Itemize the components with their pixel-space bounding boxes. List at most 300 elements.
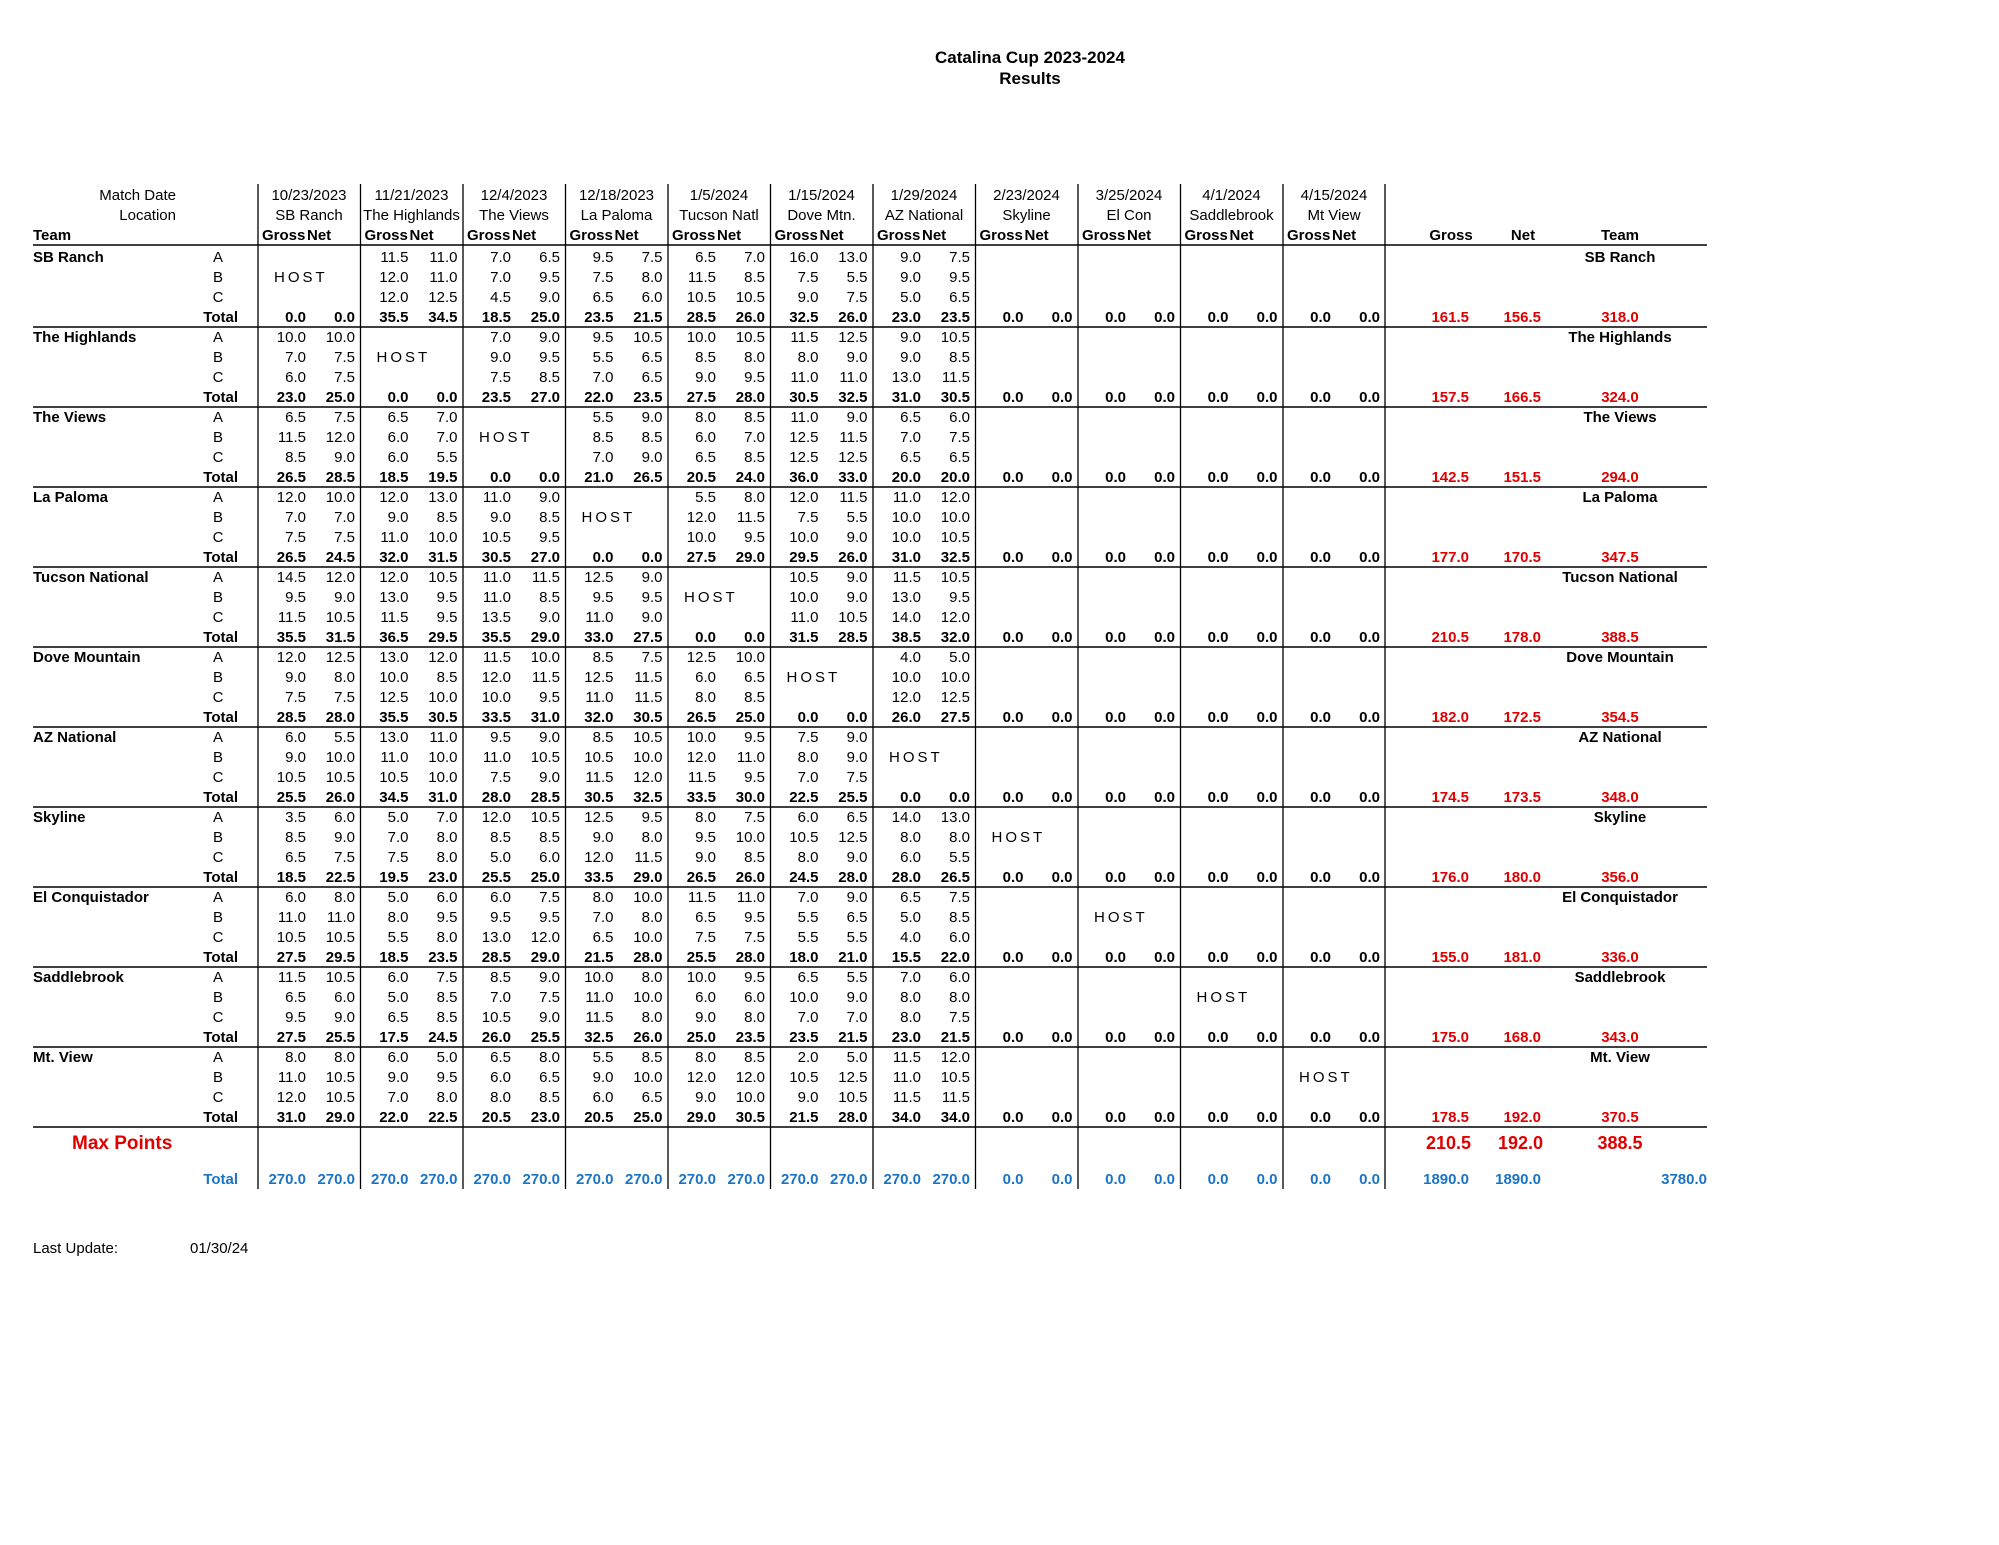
net-header: Net [1024, 227, 1049, 244]
gross-score: 10.5 [789, 1069, 819, 1086]
gross-score: 2.0 [797, 1049, 819, 1066]
net-score: 10.5 [428, 569, 458, 586]
net-score: 11.0 [429, 269, 458, 286]
gross-total: 0.0 [1310, 549, 1331, 566]
net-score: 11.5 [941, 1089, 970, 1106]
gross-total: 18.5 [379, 469, 409, 486]
gross-score: 6.0 [797, 809, 819, 826]
gross-total: 33.5 [686, 789, 716, 806]
gross-total: 22.0 [584, 389, 614, 406]
gross-score: 8.5 [592, 429, 614, 446]
net-score: 9.0 [539, 1009, 560, 1026]
grand-total-gross: 270.0 [268, 1171, 306, 1188]
net-score: 9.0 [846, 569, 868, 586]
gross-score: 11.5 [687, 269, 716, 286]
gross-total: 32.5 [789, 309, 819, 326]
gross-score: 6.5 [695, 909, 716, 926]
gross-total: 21.0 [584, 469, 614, 486]
net-score: 11.0 [736, 889, 765, 906]
gross-total: 0.0 [900, 789, 921, 806]
gross-score: 7.5 [695, 929, 716, 946]
gross-score: 5.0 [387, 889, 409, 906]
grand-total-gross: 0.0 [1105, 1171, 1126, 1188]
gross-score: 5.5 [592, 1049, 614, 1066]
flight-label: B [212, 269, 224, 286]
net-score: 5.5 [436, 449, 458, 466]
net-score: 6.0 [949, 929, 970, 946]
gross-score: 5.5 [695, 489, 716, 506]
net-score: 11.5 [839, 429, 868, 446]
gross-score: 9.0 [490, 509, 511, 526]
net-total: 31.0 [530, 709, 560, 726]
gross-score: 7.0 [900, 429, 921, 446]
flight-label: B [212, 589, 224, 606]
team-name: Mt. View [33, 1049, 93, 1066]
net-score: 10.0 [633, 1069, 663, 1086]
net-score: 7.0 [436, 409, 458, 426]
net-total: 24.0 [735, 469, 765, 486]
flight-label: A [212, 569, 224, 586]
net-total: 0.0 [949, 789, 970, 806]
net-total: 26.0 [325, 789, 355, 806]
flight-label: C [212, 609, 224, 626]
match-date: 1/29/2024 [890, 187, 958, 204]
net-score: 12.5 [838, 329, 868, 346]
gross-score: 7.5 [592, 269, 614, 286]
net-total: 30.5 [940, 389, 970, 406]
net-score: 9.0 [539, 609, 560, 626]
net-score: 6.0 [949, 409, 970, 426]
net-score: 12.5 [325, 649, 355, 666]
gross-score: 8.0 [695, 809, 716, 826]
net-total: 0.0 [1051, 309, 1073, 326]
gross-score: 9.0 [592, 1069, 614, 1086]
net-total: 28.0 [735, 949, 765, 966]
net-total: 0.0 [1256, 309, 1278, 326]
net-score: 9.0 [846, 729, 868, 746]
gross-total: 30.5 [481, 549, 511, 566]
net-score: 6.0 [949, 969, 970, 986]
gross-total: 28.5 [686, 309, 716, 326]
net-total: 23.5 [428, 949, 458, 966]
gross-total: 26.5 [276, 469, 306, 486]
gross-total: 0.0 [1002, 789, 1024, 806]
flight-label: B [212, 749, 224, 766]
gross-score: 6.0 [387, 429, 409, 446]
net-score: 10.5 [940, 329, 970, 346]
flight-label: C [212, 769, 224, 786]
match-location: Dove Mtn. [787, 207, 856, 224]
season-gross-total: 142.5 [1431, 469, 1469, 486]
gross-score: 11.0 [790, 609, 819, 626]
gross-score: 9.5 [592, 589, 614, 606]
gross-score: 10.0 [276, 329, 306, 346]
net-score: 8.0 [334, 669, 355, 686]
grand-total-gross: 270.0 [780, 1171, 819, 1188]
host-marker: HOST [889, 749, 943, 766]
max-points-team: 388.5 [1597, 1133, 1643, 1153]
flight-label: A [212, 329, 224, 346]
match-date: 2/23/2024 [993, 187, 1060, 204]
net-total: 31.5 [428, 549, 458, 566]
season-team-total: 343.0 [1601, 1029, 1639, 1046]
net-score: 11.0 [429, 249, 458, 266]
net-score: 8.5 [949, 349, 970, 366]
flight-label: C [212, 849, 224, 866]
gross-score: 5.5 [797, 909, 819, 926]
net-total: 0.0 [1359, 469, 1380, 486]
gross-header: Gross [774, 227, 818, 244]
gross-score: 10.5 [686, 289, 716, 306]
net-score: 8.5 [539, 589, 560, 606]
gross-score: 11.5 [687, 889, 716, 906]
net-score: 10.0 [325, 329, 355, 346]
gross-score: 7.0 [797, 889, 819, 906]
season-net-total: 178.0 [1503, 629, 1541, 646]
grand-total-gross: 0.0 [1310, 1171, 1331, 1188]
gross-total: 0.0 [1002, 869, 1024, 886]
net-header: Net [614, 227, 639, 244]
gross-score: 8.0 [900, 829, 921, 846]
net-score: 9.0 [539, 489, 560, 506]
net-total: 26.0 [838, 549, 868, 566]
net-total: 28.0 [838, 1109, 868, 1126]
net-score: 5.5 [846, 969, 868, 986]
net-total: 0.0 [1256, 789, 1278, 806]
net-score: 7.5 [334, 529, 355, 546]
gross-score: 5.0 [387, 809, 409, 826]
net-total: 21.5 [633, 309, 663, 326]
gross-total: 20.0 [891, 469, 921, 486]
net-total: 0.0 [1359, 389, 1380, 406]
net-total: 21.5 [940, 1029, 970, 1046]
net-score: 10.5 [325, 609, 355, 626]
location-label: Location [119, 207, 176, 224]
gross-score: 10.0 [686, 529, 716, 546]
gross-score: 10.5 [276, 929, 306, 946]
net-score: 8.5 [539, 509, 560, 526]
net-score: 12.0 [940, 609, 970, 626]
gross-total: 0.0 [1105, 949, 1126, 966]
flight-label: C [212, 929, 224, 946]
gross-total: 0.0 [1105, 1109, 1126, 1126]
team-name-right: Dove Mountain [1566, 649, 1674, 666]
net-total: 0.0 [1051, 1029, 1073, 1046]
gross-total: 0.0 [1207, 389, 1229, 406]
team-name-right: Skyline [1593, 809, 1647, 826]
gross-score: 4.5 [490, 289, 511, 306]
gross-score: 9.5 [592, 329, 614, 346]
gross-score: 12.5 [584, 669, 614, 686]
gross-total: 26.0 [481, 1029, 511, 1046]
net-total: 27.5 [633, 629, 663, 646]
match-date: 4/15/2024 [1300, 187, 1368, 204]
gross-score: 6.5 [387, 409, 409, 426]
gross-total: 31.0 [891, 389, 921, 406]
total-row-label: Total [203, 469, 238, 486]
gross-total: 22.0 [379, 1109, 409, 1126]
net-score: 9.0 [539, 329, 560, 346]
gross-total: 24.5 [789, 869, 819, 886]
match-location: El Con [1106, 207, 1152, 224]
net-total: 0.0 [1051, 549, 1073, 566]
net-score: 8.0 [641, 269, 663, 286]
net-score: 12.5 [838, 449, 868, 466]
gross-score: 7.0 [797, 1009, 819, 1026]
gross-score: 9.0 [285, 669, 306, 686]
net-score: 12.0 [940, 489, 970, 506]
season-gross-total: 161.5 [1431, 309, 1469, 326]
flight-label: A [212, 729, 224, 746]
gross-score: 11.0 [892, 1069, 921, 1086]
net-total: 32.5 [940, 549, 970, 566]
gross-total: 33.5 [481, 709, 511, 726]
gross-score: 12.0 [481, 669, 511, 686]
net-total: 0.0 [1051, 789, 1073, 806]
gross-score: 6.0 [490, 1069, 511, 1086]
net-total: 0.0 [436, 389, 458, 406]
gross-score: 7.5 [797, 729, 819, 746]
net-score: 10.0 [325, 749, 355, 766]
net-score: 12.0 [428, 649, 458, 666]
gross-total: 23.5 [481, 389, 511, 406]
match-location: Mt View [1307, 207, 1361, 224]
team-name-right: The Views [1583, 409, 1657, 426]
gross-total: 0.0 [1105, 469, 1126, 486]
net-total: 23.5 [940, 309, 970, 326]
season-net-total: 170.5 [1503, 549, 1541, 566]
season-team-total: 347.5 [1601, 549, 1639, 566]
gross-score: 8.5 [695, 349, 716, 366]
gross-score: 6.0 [285, 369, 306, 386]
gross-total: 20.5 [584, 1109, 614, 1126]
gross-total: 35.5 [379, 309, 409, 326]
gross-total: 38.5 [891, 629, 921, 646]
net-total: 29.5 [428, 629, 458, 646]
net-total: 34.5 [428, 309, 458, 326]
gross-score: 7.0 [285, 349, 306, 366]
gross-score: 6.5 [695, 249, 716, 266]
gross-score: 7.0 [285, 509, 306, 526]
net-total: 28.5 [838, 629, 868, 646]
net-score: 10.0 [940, 669, 970, 686]
gross-score: 11.5 [380, 609, 409, 626]
gross-total: 0.0 [1105, 869, 1126, 886]
host-marker: HOST [1196, 989, 1251, 1006]
match-date: 1/15/2024 [788, 187, 855, 204]
grand-total-gross: 270.0 [370, 1171, 409, 1188]
gross-score: 10.5 [276, 769, 306, 786]
net-score: 9.0 [846, 989, 868, 1006]
team-name: The Highlands [33, 329, 137, 346]
gross-score: 9.0 [900, 269, 921, 286]
season-net-total: 181.0 [1503, 949, 1541, 966]
gross-total: 0.0 [1207, 869, 1229, 886]
net-score: 9.0 [334, 449, 355, 466]
gross-score: 13.0 [891, 369, 921, 386]
gross-total: 35.5 [276, 629, 306, 646]
net-total: 0.0 [1359, 1029, 1380, 1046]
net-score: 10.0 [633, 929, 663, 946]
gross-score: 10.0 [891, 529, 921, 546]
net-score: 8.0 [334, 889, 355, 906]
net-score: 8.0 [436, 929, 458, 946]
season-gross-total: 157.5 [1431, 389, 1469, 406]
flight-label: C [212, 449, 224, 466]
gross-header: Gross [364, 227, 408, 244]
grand-total-net: 0.0 [1256, 1171, 1278, 1188]
gross-score: 6.0 [285, 889, 306, 906]
net-score: 12.0 [633, 769, 663, 786]
gross-score: 6.0 [285, 729, 306, 746]
net-score: 5.0 [436, 1049, 458, 1066]
gross-score: 5.0 [900, 289, 921, 306]
team-name: Skyline [33, 809, 86, 826]
net-score: 6.5 [846, 909, 868, 926]
gross-score: 5.5 [387, 929, 409, 946]
net-total: 0.0 [744, 629, 765, 646]
net-score: 9.5 [539, 269, 560, 286]
match-location: Skyline [1002, 207, 1051, 224]
net-score: 10.5 [325, 1069, 355, 1086]
gross-total: 0.0 [1310, 389, 1331, 406]
flight-label: A [212, 969, 224, 986]
net-header: Net [307, 227, 332, 244]
gross-score: 5.5 [592, 409, 614, 426]
host-marker: HOST [581, 509, 636, 526]
gross-score: 8.0 [797, 349, 819, 366]
net-score: 5.5 [846, 509, 868, 526]
gross-total: 33.0 [584, 629, 614, 646]
net-score: 8.5 [539, 369, 560, 386]
net-score: 7.5 [539, 989, 560, 1006]
gross-score: 6.0 [695, 669, 716, 686]
net-score: 11.5 [634, 669, 663, 686]
total-gross-header: Gross [1429, 227, 1473, 244]
net-header: Net [1127, 227, 1152, 244]
season-net-total: 172.5 [1503, 709, 1541, 726]
grand-total-net: 270.0 [317, 1171, 355, 1188]
gross-score: 7.5 [285, 529, 306, 546]
gross-score: 9.5 [285, 1009, 306, 1026]
net-score: 9.0 [641, 609, 663, 626]
flight-label: C [212, 529, 224, 546]
net-score: 11.5 [531, 569, 560, 586]
season-gross-total: 182.0 [1431, 709, 1469, 726]
net-score: 8.0 [744, 1009, 765, 1026]
gross-score: 10.0 [891, 509, 921, 526]
net-score: 9.5 [539, 529, 560, 546]
gross-total: 0.0 [1310, 789, 1331, 806]
gross-score: 11.0 [585, 689, 614, 706]
net-header: Net [922, 227, 947, 244]
gross-score: 5.0 [900, 909, 921, 926]
gross-score: 11.5 [892, 1049, 921, 1066]
gross-score: 8.0 [695, 689, 716, 706]
gross-score: 9.0 [387, 1069, 409, 1086]
net-score: 7.5 [436, 969, 458, 986]
net-score: 10.5 [325, 969, 355, 986]
net-score: 10.5 [530, 809, 560, 826]
gross-total: 18.0 [789, 949, 819, 966]
gross-total: 30.5 [584, 789, 614, 806]
net-score: 9.0 [846, 889, 868, 906]
gross-header: Gross [1082, 227, 1126, 244]
gross-total: 0.0 [1105, 789, 1126, 806]
flight-label: A [212, 649, 224, 666]
gross-score: 3.5 [285, 809, 306, 826]
net-score: 6.5 [641, 349, 663, 366]
gross-score: 12.0 [379, 489, 409, 506]
gross-total: 0.0 [1310, 1029, 1331, 1046]
net-total: 0.0 [1256, 1109, 1278, 1126]
gross-total: 29.5 [789, 549, 819, 566]
gross-score: 8.0 [285, 1049, 306, 1066]
team-name: SB Ranch [33, 249, 104, 266]
gross-total: 15.5 [891, 949, 921, 966]
gross-score: 11.5 [892, 569, 921, 586]
grand-total-net: 270.0 [624, 1171, 663, 1188]
net-total: 0.0 [846, 709, 868, 726]
net-total: 30.5 [735, 1109, 765, 1126]
gross-score: 13.5 [481, 609, 511, 626]
gross-score: 9.5 [490, 729, 511, 746]
net-total: 29.0 [633, 869, 663, 886]
gross-score: 5.5 [797, 929, 819, 946]
gross-total: 23.5 [584, 309, 614, 326]
net-total: 25.0 [325, 389, 355, 406]
net-total: 27.0 [530, 549, 560, 566]
net-total: 0.0 [1359, 629, 1380, 646]
net-total: 31.5 [325, 629, 355, 646]
gross-score: 11.0 [892, 489, 921, 506]
net-total: 0.0 [1154, 949, 1175, 966]
net-total: 0.0 [1154, 469, 1175, 486]
host-marker: HOST [991, 829, 1046, 846]
net-total: 0.0 [1359, 1109, 1380, 1126]
report-title-line-1: Catalina Cup 2023-2024 [935, 48, 1125, 67]
host-marker: HOST [376, 349, 431, 366]
season-net-total: 151.5 [1503, 469, 1541, 486]
net-score: 9.5 [436, 1069, 458, 1086]
net-score: 9.0 [641, 569, 663, 586]
gross-score: 11.5 [277, 429, 306, 446]
net-total: 25.0 [530, 869, 560, 886]
net-score: 7.0 [334, 509, 355, 526]
gross-score: 7.0 [900, 969, 921, 986]
net-score: 9.5 [539, 909, 560, 926]
gross-total: 0.0 [1310, 629, 1331, 646]
gross-score: 7.5 [387, 849, 409, 866]
net-score: 11.5 [736, 509, 765, 526]
gross-score: 10.0 [584, 969, 614, 986]
net-total: 0.0 [1256, 629, 1278, 646]
gross-total: 25.5 [276, 789, 306, 806]
season-team-total: 318.0 [1601, 309, 1639, 326]
net-total: 31.0 [428, 789, 458, 806]
net-total: 30.0 [735, 789, 765, 806]
total-row-label: Total [203, 869, 238, 886]
net-total: 0.0 [1154, 549, 1175, 566]
grand-total-net: 0.0 [1051, 1171, 1073, 1188]
season-team-total: 356.0 [1601, 869, 1639, 886]
season-net-total: 173.5 [1503, 789, 1541, 806]
gross-score: 6.5 [695, 449, 716, 466]
flight-label: B [212, 349, 224, 366]
gross-score: 12.0 [686, 1069, 716, 1086]
gross-score: 12.0 [379, 269, 409, 286]
gross-score: 12.5 [789, 429, 819, 446]
